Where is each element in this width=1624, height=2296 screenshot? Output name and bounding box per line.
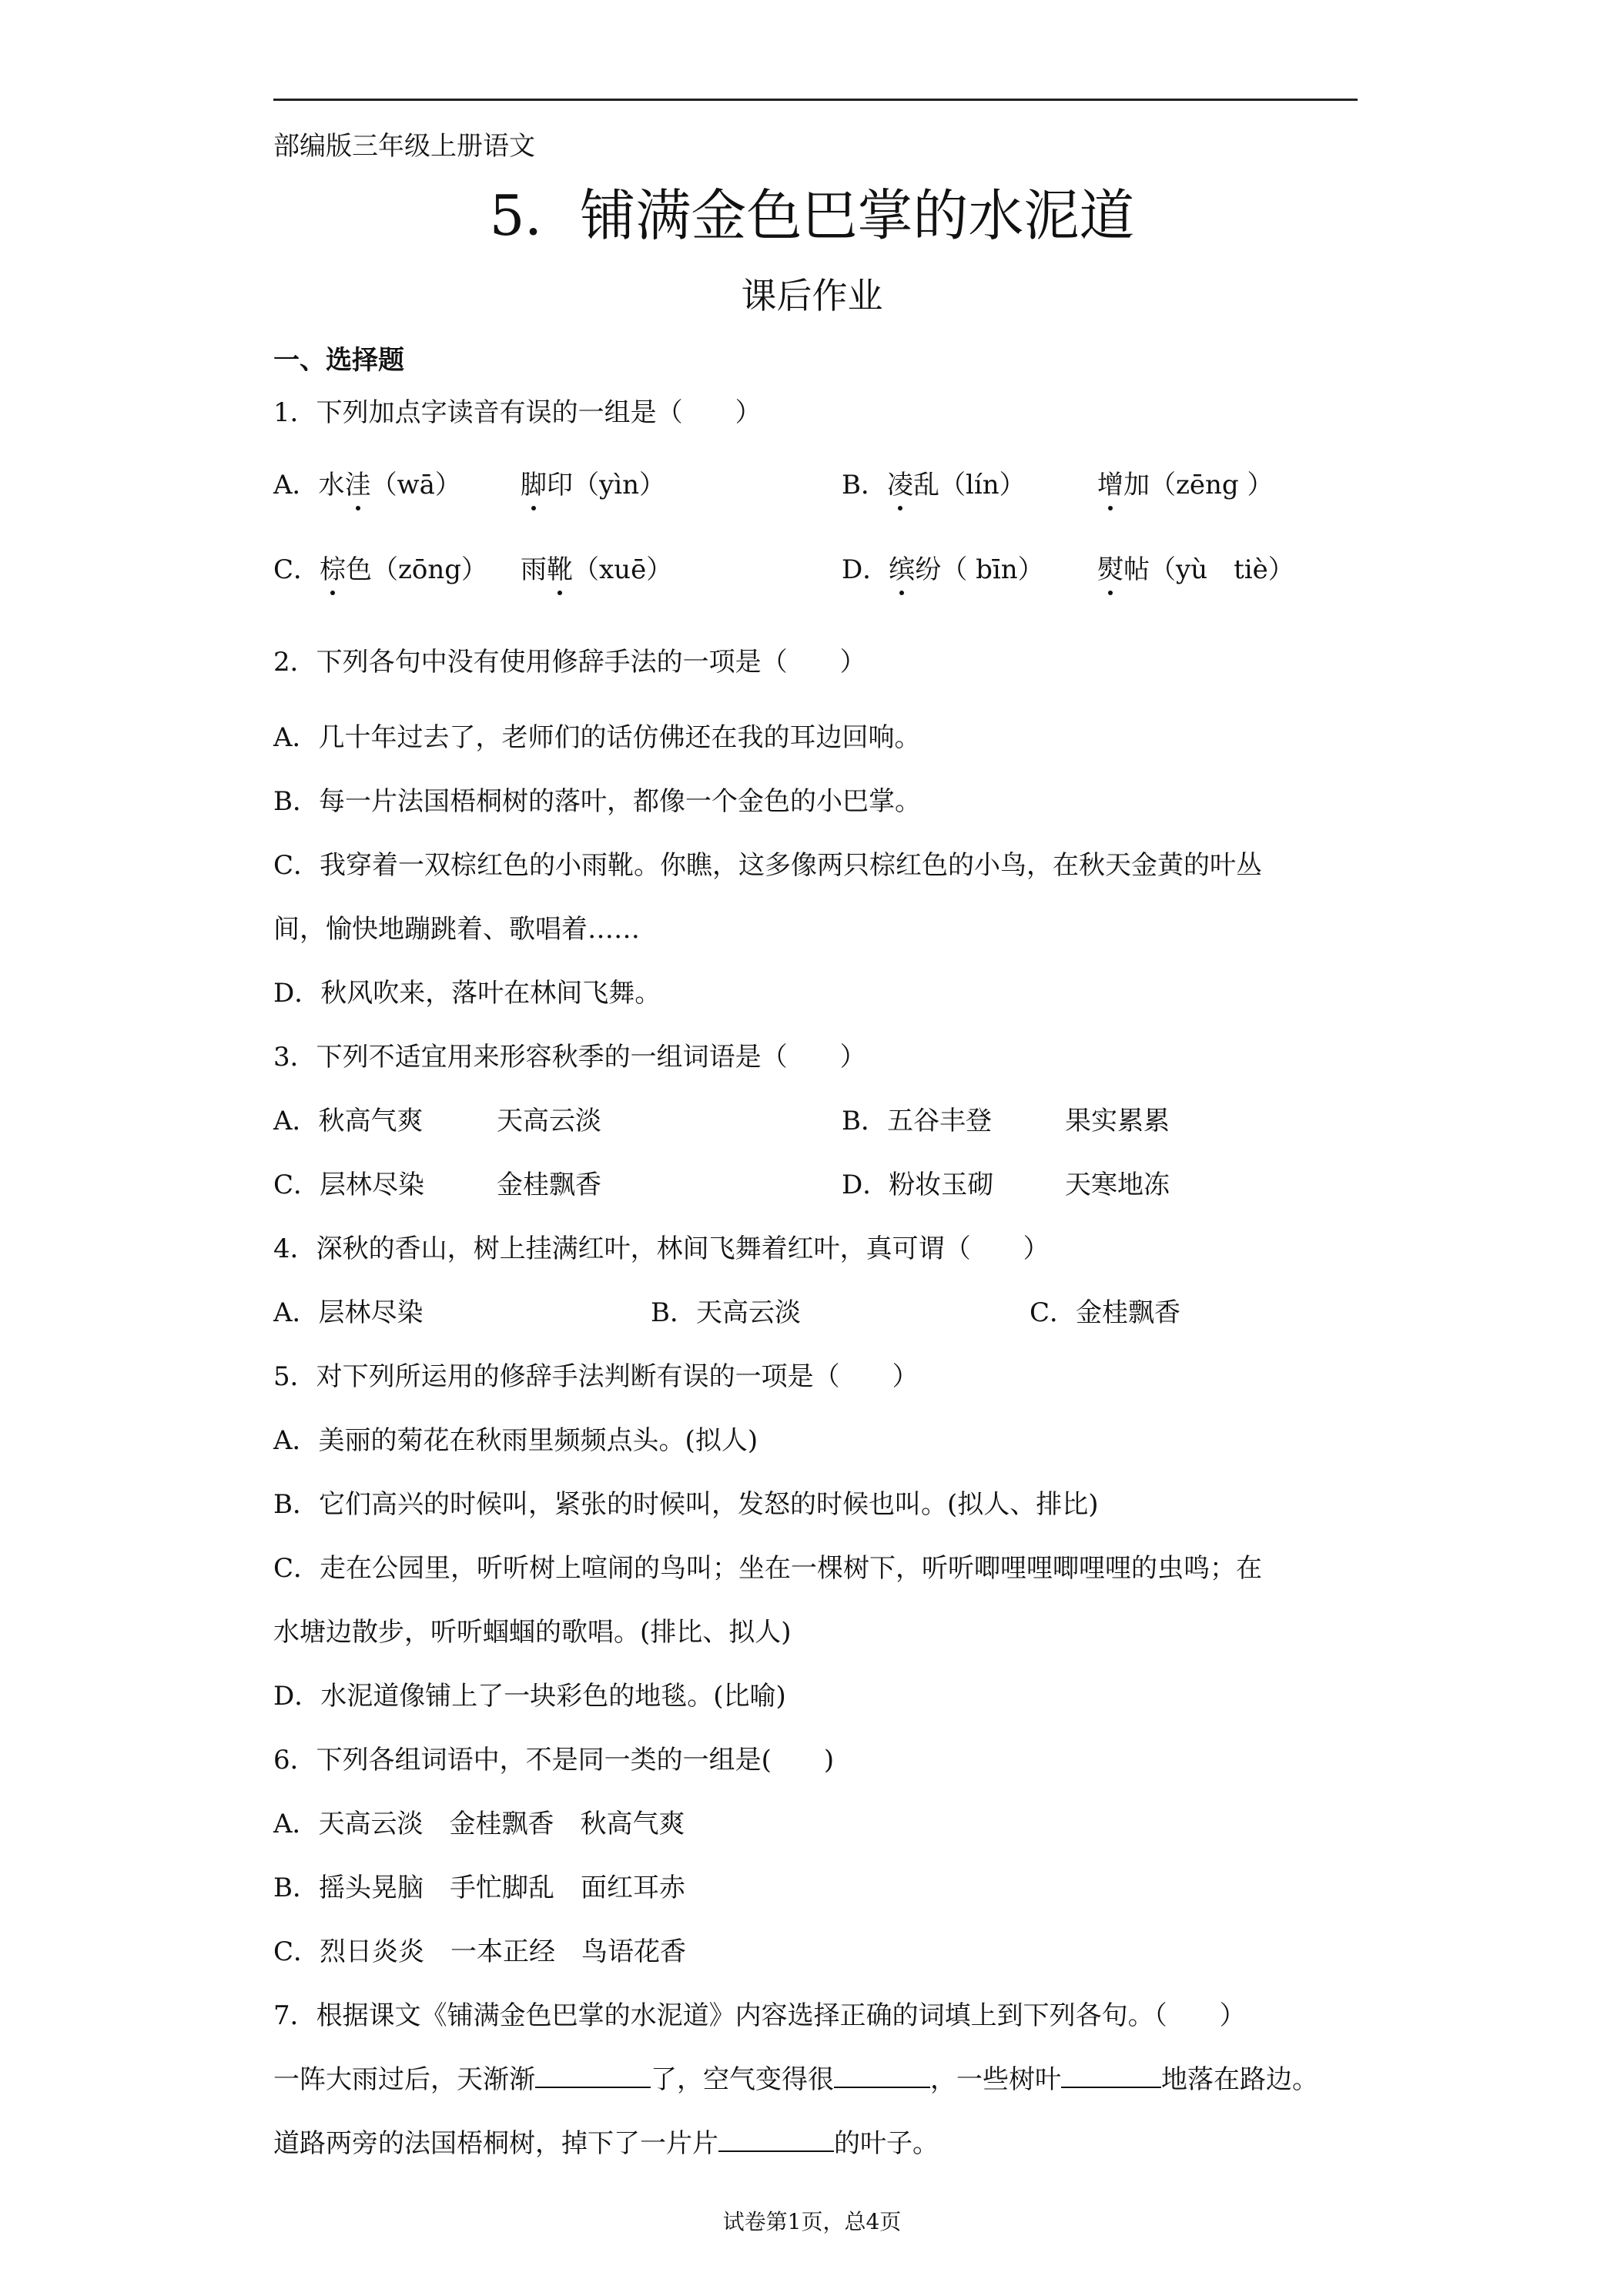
emphasis-dot-char: 增 [1097,464,1123,501]
q7-text: 地落在路边。 [1161,2064,1318,2095]
emphasis-dot-char: 靴 [547,548,573,586]
q2-option-d: D．秋风吹来，落叶在林间飞舞。 [273,978,661,1009]
q1-option-a-word-1: A．水洼（wā） [273,470,461,500]
q1-option-b-word-2: 增加（zēng ） [1097,464,1274,501]
q1-option-b [842,464,1026,501]
question-3-stem: 3．下列不适宜用来形容秋季的一组词语是（ ） [273,1042,866,1073]
q2-option-b: B．每一片法国梧桐树的落叶，都像一个金色的小巴掌。 [273,786,921,817]
q3-option-b-2: 果实累累 [1065,1106,1170,1136]
q3-option-b-1: B．五谷丰登 [842,1106,992,1136]
q5-option-d: D．水泥道像铺上了一块彩色的地毯。(比喻) [273,1681,786,1712]
question-6-stem: 6．下列各组词语中，不是同一类的一组是( ) [273,1745,835,1776]
emphasis-dot-char: 缤 [889,548,915,586]
q1-option-d-word-1: D．缤纷（ bīn） [842,554,1044,585]
q5-option-c-line-1: C．走在公园里，听听树上喧闹的鸟叫；坐在一棵树下，听听唧哩哩唧哩哩的虫鸣；在 [273,1553,1263,1584]
answer-blank[interactable] [1061,2063,1161,2088]
answer-blank[interactable] [535,2063,651,2088]
page-footer: 试卷第1页，总4页 [722,2209,902,2234]
q3-option-d-1: D．粉妆玉砌 [842,1170,994,1200]
q4-option-b: B．天高云淡 [651,1297,801,1328]
q1-option-c [273,548,487,586]
q1-option-a [273,464,461,501]
answer-blank[interactable] [834,2063,930,2088]
q3-option-a-1: A．秋高气爽 [273,1106,424,1136]
section-heading: 一、选择题 [273,345,404,376]
q3-option-c-2: 金桂飘香 [497,1170,601,1200]
q5-option-a: A．美丽的菊花在秋雨里频频点头。(拟人) [273,1425,758,1456]
q5-option-b: B．它们高兴的时候叫，紧张的时候叫，发怒的时候也叫。(拟人、排比) [273,1489,1099,1520]
q6-option-b: B．摇头晃脑 手忙脚乱 面红耳赤 [273,1873,685,1903]
q3-option-c-1: C．层林尽染 [273,1170,425,1200]
question-5-stem: 5．对下列所运用的修辞手法判断有误的一项是（ ） [273,1361,919,1392]
q7-text: 了，空气变得很 [651,2064,834,2095]
q2-option-c-line-2: 间，愉快地蹦跳着、歌唱着…… [273,914,640,945]
page-title: 5．铺满金色巴掌的水泥道 [489,183,1135,248]
q1-option-c-word-2: 雨靴（xuē） [521,548,672,586]
q2-option-c-line-1: C．我穿着一双棕红色的小雨靴。你瞧，这多像两只棕红色的小鸟，在秋天金黄的叶丛 [273,850,1263,881]
question-1-stem: 1．下列加点字读音有误的一组是（ ） [273,397,762,428]
header-rule [273,99,1358,101]
emphasis-dot-char: 熨 [1097,548,1123,586]
q7-sentence-1 [273,2058,1318,2096]
q7-text: 一阵大雨过后，天渐渐 [273,2064,535,2095]
q1-option-a-word-2: 脚印（yìn） [521,464,665,501]
q6-option-c: C．烈日炎炎 一本正经 鸟语花香 [273,1936,687,1967]
emphasis-dot-char: 棕 [320,548,346,586]
q7-text: ，一些树叶 [930,2064,1061,2095]
question-7-stem: 7．根据课文《铺满金色巴掌的水泥道》内容选择正确的词填上到下列各句。（ ） [273,2000,1246,2031]
question-4-stem: 4．深秋的香山，树上挂满红叶，林间飞舞着红叶，真可谓（ ） [273,1233,1050,1264]
question-2-stem: 2．下列各句中没有使用修辞手法的一项是（ ） [273,647,866,678]
q1-option-d [842,548,1044,586]
q3-option-a-2: 天高云淡 [497,1106,601,1136]
q4-option-c: C．金桂飘香 [1030,1297,1181,1328]
q2-option-a: A．几十年过去了，老师们的话仿佛还在我的耳边回响。 [273,722,921,753]
q1-option-d-word-2: 熨帖（yù tiè） [1097,548,1294,586]
emphasis-dot-char: 洼 [345,464,371,501]
q4-option-a: A．层林尽染 [273,1297,424,1328]
q7-text: 道路两旁的法国梧桐树，掉下了一片片 [273,2128,718,2159]
page-subtitle: 课后作业 [741,275,883,316]
q7-text: 的叶子。 [834,2128,939,2159]
subject-header: 部编版三年级上册语文 [273,131,535,162]
q5-option-c-line-2: 水塘边散步，听听蝈蝈的歌唱。(排比、拟人) [273,1617,792,1648]
q1-option-b-word-1: B．凌乱（lín） [842,470,1026,500]
emphasis-dot-char: 凌 [887,464,913,501]
q1-option-c-word-1: C．棕色（zōng） [273,554,487,585]
q3-option-d-2: 天寒地冻 [1065,1170,1170,1200]
q6-option-a: A．天高云淡 金桂飘香 秋高气爽 [273,1809,685,1839]
answer-blank[interactable] [718,2127,834,2152]
emphasis-dot-char: 脚 [521,464,547,501]
q7-sentence-2 [273,2122,939,2160]
